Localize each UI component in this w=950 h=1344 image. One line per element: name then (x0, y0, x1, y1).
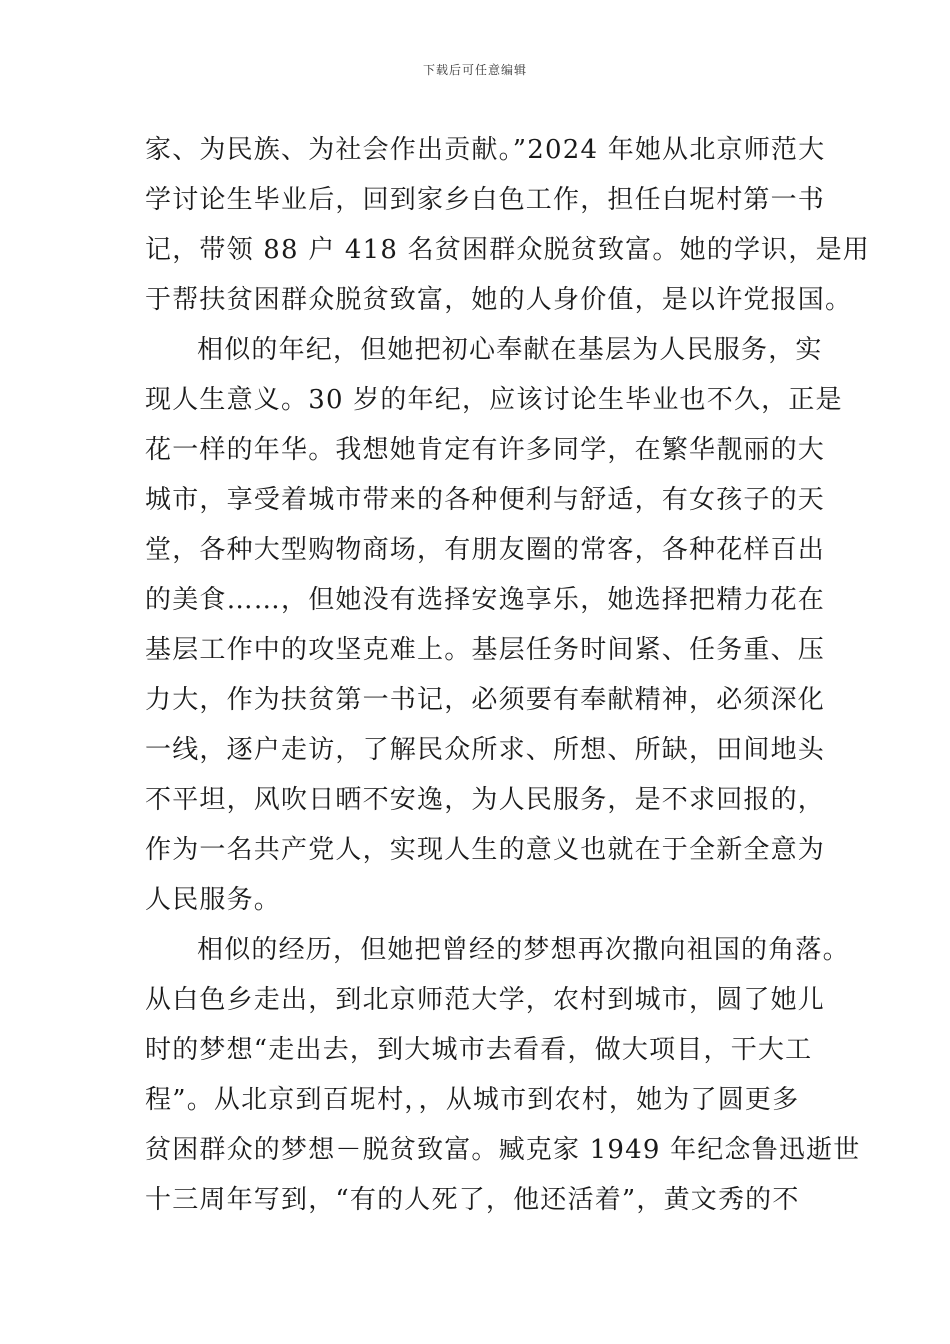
text-line: 贫困群众的梦想－脱贫致富。臧克家 1949 年纪念鲁迅逝世 (145, 1135, 861, 1165)
text-line: 时的梦想“走出去，到大城市去看看，做大项目，干大工 (145, 1035, 813, 1065)
text-line: 力大，作为扶贫第一书记，必须要有奉献精神，必须深化 (145, 685, 826, 715)
text-line: 不平坦，风吹日晒不安逸，为人民服务，是不求回报的， (145, 785, 826, 815)
page-header: 下载后可任意编辑 (422, 63, 527, 77)
text-line: 基层工作中的攻坚克难上。基层任务时间紧、任务重、压 (145, 635, 826, 665)
paragraph-3 (145, 925, 861, 1225)
text-line: 城市，享受着城市带来的各种便利与舒适，有女孩子的天 (145, 485, 826, 515)
text-line: 记，带领 88 户 418 名贫困群众脱贫致富。她的学识，是用 (145, 235, 870, 265)
text-line: 从白色乡走出，到北京师范大学，农村到城市，圆了她儿 (145, 985, 826, 1015)
document-body (145, 125, 870, 1225)
text-line: 花一样的年华。我想她肯定有许多同学，在繁华靓丽的大 (145, 435, 826, 465)
text-line: 人民服务。 (145, 885, 282, 915)
paragraph-2 (145, 325, 843, 925)
text-line: 于帮扶贫困群众脱贫致富，她的人身价值，是以许党报国。 (145, 285, 853, 315)
text-line: 十三周年写到，“有的人死了，他还活着”，黄文秀的不 (145, 1185, 800, 1215)
text-line: 现人生意义。30 岁的年纪，应该讨论生毕业也不久，正是 (145, 385, 843, 415)
text-line: 程”。从北京到百坭村，，从城市到农村，她为了圆更多 (145, 1085, 800, 1115)
paragraph-1 (145, 125, 870, 325)
text-line: 学讨论生毕业后，回到家乡白色工作，担任白坭村第一书 (145, 185, 826, 215)
text-line: 堂，各种大型购物商场，有朋友圈的常客，各种花样百出 (145, 535, 826, 565)
text-line: 的美食……，但她没有选择安逸享乐，她选择把精力花在 (145, 585, 826, 615)
text-line: 作为一名共产党人，实现人生的意义也就在于全新全意为 (145, 835, 826, 865)
text-line: 一线，逐户走访，了解民众所求、所想、所缺，田间地头 (145, 735, 826, 765)
text-line: 相似的年纪，但她把初心奉献在基层为人民服务，实 (197, 335, 823, 365)
text-line: 家、为民族、为社会作出贡献。”2024 年她从北京师范大 (145, 135, 826, 165)
text-line: 相似的经历，但她把曾经的梦想再次撒向祖国的角落。 (197, 935, 850, 965)
